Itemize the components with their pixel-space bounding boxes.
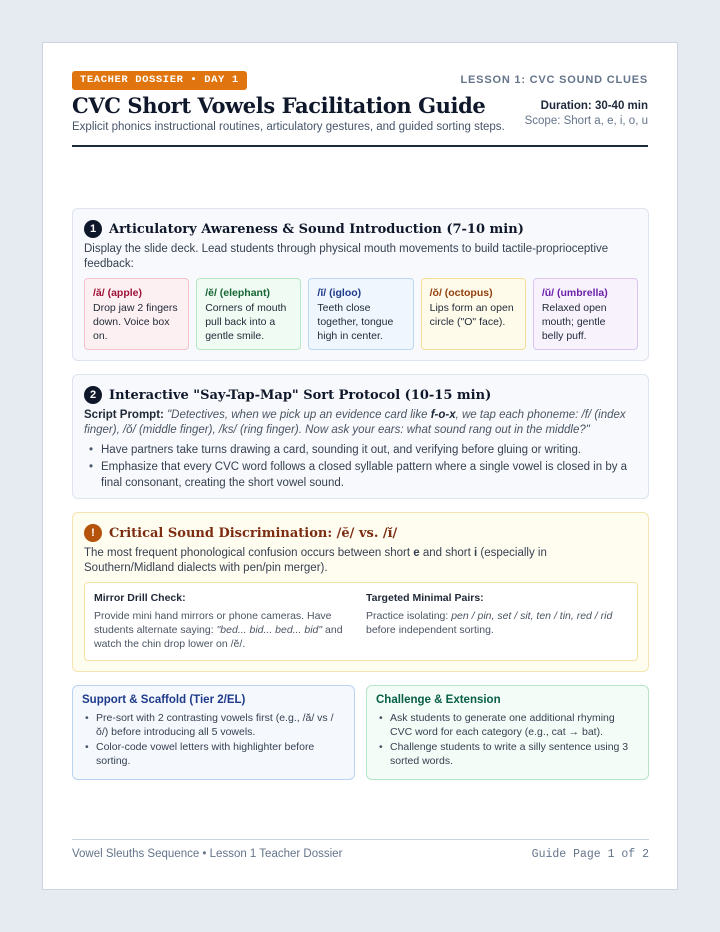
list-item: • Ask students to generate one additional rhyming CVC word for each category (e.g., cat → bat). <box>376 711 639 739</box>
section-header <box>84 523 397 543</box>
vowel-card-text: Relaxed open mouth; gentle belly puff. <box>541 302 607 342</box>
day-badge: TEACHER DOSSIER • DAY 1 <box>72 71 247 90</box>
list-item: • Have partners take turns drawing a card, sounding it out, and verifying before gluing or writing. <box>84 442 634 458</box>
warning-icon: ! <box>84 524 102 542</box>
support-list <box>82 711 345 768</box>
list-item: • Pre-sort with 2 contrasting vowels first (e.g., /ă/ vs /ŏ/) before introducing all 5 vowels. <box>82 711 345 739</box>
vowel-card-a <box>84 278 189 350</box>
vowel-card-o <box>421 278 526 350</box>
list-item: • Emphasize that every CVC word follows a closed syllable pattern where a single vowel is closed in by a final consonant, creating the short vowel sound. <box>84 459 634 491</box>
page-subtitle: Explicit phonics instructional routines, articulatory gestures, and guided sorting steps. <box>72 121 505 133</box>
vowel-card-i <box>308 278 413 350</box>
list-item: • Color-code vowel letters with highlighter before sorting. <box>82 740 345 768</box>
footer-sequence-label: Vowel Sleuths Sequence • Lesson 1 Teacher Dossier <box>72 848 343 860</box>
vowel-card-title: /ĭ/ (igloo) <box>317 287 362 299</box>
section-title: Articulatory Awareness & Sound Introduction (7-10 min) <box>109 221 524 237</box>
document-page <box>42 42 678 890</box>
page-number: Guide Page 1 of 2 <box>531 848 649 861</box>
minimal-pairs <box>366 592 626 637</box>
scope-label: Scope: Short a, e, i, o, u <box>524 115 648 127</box>
script-label: Script Prompt: <box>84 409 164 421</box>
vowel-card-title: /ĕ/ (elephant) <box>205 287 270 299</box>
vowel-card-text: Lips form an open circle ("O" face). <box>429 302 514 328</box>
section-description: Display the slide deck. Lead students through physical mouth movements to build tactile-proprioceptive feedback: <box>84 243 609 270</box>
vowel-card-row <box>84 278 638 350</box>
minimal-pairs-heading: Targeted Minimal Pairs: <box>366 592 484 604</box>
section-title: Interactive "Say-Tap-Map" Sort Protocol (10-15 min) <box>109 387 492 403</box>
section-say-tap-map <box>72 374 649 499</box>
vowel-card-text: Teeth close together, tongue high in center. <box>317 302 394 342</box>
section-sound-discrimination <box>72 512 649 672</box>
step-number-badge: 1 <box>84 220 102 238</box>
vowel-card-e <box>196 278 301 350</box>
section-description: The most frequent phonological confusion occurs between short e and short i (especially in Southern/Midland dialects with pen/pin merger). <box>84 547 547 574</box>
section-articulatory-awareness <box>72 208 649 361</box>
support-title: Support & Scaffold (Tier 2/EL) <box>82 694 246 706</box>
section-header <box>84 385 491 405</box>
section-header <box>84 219 524 239</box>
vowel-card-title: /ŏ/ (octopus) <box>429 287 493 299</box>
vowel-card-title: /ŭ/ (umbrella) <box>541 287 608 299</box>
mirror-drill-text: Provide mini hand mirrors or phone cameras. Have students alternate saying: "bed... bid... bed... bid" and watch the chin drop lower on /ĕ/. <box>94 610 343 650</box>
support-scaffold-box <box>72 685 355 780</box>
page-footer <box>72 839 649 861</box>
minimal-pairs-text: Practice isolating: pen / pin, set / sit, ten / tin, red / rid before independent sorting. <box>366 610 613 636</box>
vowel-card-title: /ă/ (apple) <box>93 287 143 299</box>
duration-label: Duration: 30-40 min <box>540 100 648 112</box>
script-prompt <box>84 408 634 438</box>
mirror-drill-heading: Mirror Drill Check: <box>94 592 186 604</box>
vowel-card-text: Corners of mouth pull back into a gentle smile. <box>205 302 287 342</box>
protocol-list <box>84 442 634 492</box>
challenge-title: Challenge & Extension <box>376 694 501 706</box>
vowel-card-u <box>533 278 638 350</box>
vowel-card-text: Drop jaw 2 fingers down. Voice box on. <box>93 302 178 342</box>
step-number-badge: 2 <box>84 386 102 404</box>
drill-box <box>84 582 638 661</box>
challenge-extension-box <box>366 685 649 780</box>
page-title: CVC Short Vowels Facilitation Guide <box>72 93 486 118</box>
list-item: • Challenge students to write a silly sentence using 3 sorted words. <box>376 740 639 768</box>
evidence-word: f-o-x <box>430 409 456 421</box>
challenge-list <box>376 711 639 768</box>
page-header <box>72 43 648 147</box>
script-quote: "Detectives, when we pick up an evidence card like f-o-x, we tap each phoneme: /f/ (index finger), /ŏ/ (middle finger), /ks/ (ring finger). Now ask your ears: what sound rang out in the middle?" <box>84 409 626 436</box>
section-title: Critical Sound Discrimination: /ĕ/ vs. /ĭ/ <box>109 525 398 541</box>
lesson-label: LESSON 1: CVC SOUND CLUES <box>460 74 648 86</box>
mirror-drill <box>94 592 354 651</box>
